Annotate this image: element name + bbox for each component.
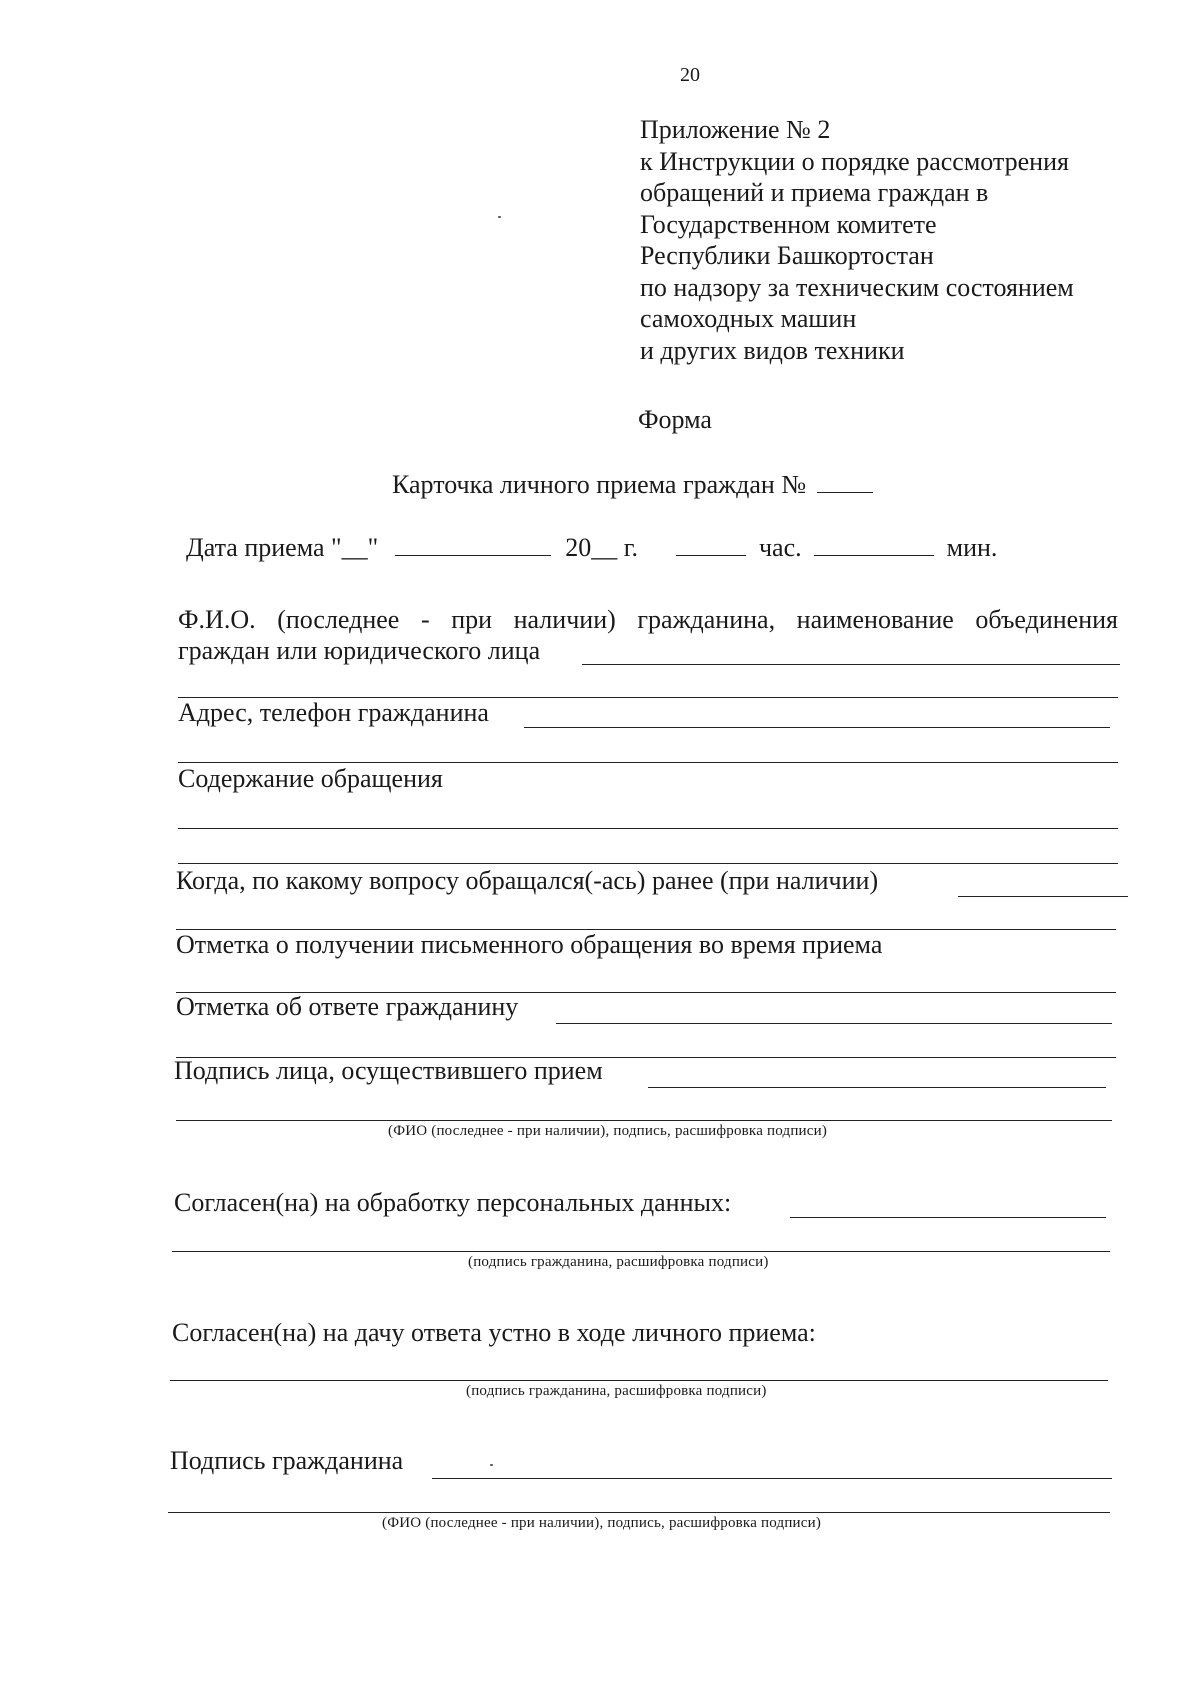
receiver-signature-field[interactable]	[648, 1087, 1106, 1088]
previous-field[interactable]	[958, 896, 1128, 897]
scan-speck	[498, 216, 501, 218]
page-number: 20	[680, 64, 700, 86]
date-minutes-label: мин.	[946, 533, 998, 562]
fio-field[interactable]	[582, 664, 1120, 665]
date-year-prefix: 20__ г.	[565, 533, 638, 562]
appendix-line: самоходных машин	[640, 304, 857, 333]
answer-mark-label: Отметка об ответе гражданину	[176, 992, 519, 1021]
content-field-2[interactable]	[178, 863, 1118, 864]
receiver-signature-field-extra[interactable]	[176, 1120, 1112, 1121]
citizen-signature-field[interactable]	[432, 1478, 1112, 1479]
appendix-header	[640, 114, 1074, 366]
citizen-signature-caption: (ФИО (последнее - при наличии), подпись, расшифровка подписи)	[382, 1515, 822, 1531]
consent-oral-caption: (подпись гражданина, расшифровка подписи)	[466, 1383, 767, 1399]
receiver-signature-caption: (ФИО (последнее - при наличии), подпись, расшифровка подписи)	[388, 1123, 828, 1139]
card-title-text: Карточка личного приема граждан №	[392, 470, 807, 499]
date-minutes-field[interactable]	[814, 533, 934, 556]
appendix-line: Республики Башкортостан	[640, 241, 934, 270]
address-label: Адрес, телефон гражданина	[178, 698, 489, 727]
fio-label-line1: Ф.И.О. (последнее - при наличии) гражданина, наименование объединения	[178, 605, 1118, 634]
fio-label-line2: граждан или юридического лица	[178, 636, 541, 665]
appendix-line: Государственном комитете	[640, 209, 937, 239]
card-number-field[interactable]	[817, 470, 873, 493]
date-row	[186, 533, 997, 563]
content-field-1[interactable]	[178, 828, 1118, 829]
card-title	[392, 470, 873, 500]
appendix-line: Приложение № 2	[640, 115, 831, 144]
date-hours-field[interactable]	[676, 533, 746, 556]
consent-personal-label: Согласен(на) на обработку персональных данных:	[174, 1188, 732, 1217]
appendix-line: по надзору за техническим состоянием	[640, 272, 1074, 302]
date-month-field[interactable]	[395, 533, 551, 556]
answer-mark-field[interactable]	[556, 1023, 1112, 1024]
address-field-extra[interactable]	[178, 762, 1118, 763]
citizen-signature-field-extra[interactable]	[168, 1512, 1110, 1513]
appendix-line: и других видов техники	[640, 335, 905, 365]
appendix-line: к Инструкции о порядке рассмотрения	[640, 146, 1069, 176]
written-mark-label: Отметка о получении письменного обращения во время приема	[176, 930, 883, 959]
consent-personal-field-extra[interactable]	[172, 1251, 1110, 1252]
appendix-line: обращений и приема граждан в	[640, 178, 989, 207]
consent-personal-field[interactable]	[790, 1217, 1106, 1218]
consent-personal-caption: (подпись гражданина, расшифровка подписи)	[468, 1254, 769, 1270]
receiver-signature-label: Подпись лица, осуществившего прием	[174, 1056, 603, 1085]
address-field[interactable]	[524, 727, 1110, 728]
form-label: Форма	[638, 405, 712, 434]
scan-speck	[490, 1464, 493, 1466]
content-label: Содержание обращения	[178, 764, 443, 793]
date-label: Дата приема "__"	[186, 533, 379, 562]
citizen-signature-label: Подпись гражданина	[170, 1446, 404, 1475]
date-hours-label: час.	[758, 533, 802, 562]
consent-oral-field[interactable]	[170, 1380, 1108, 1381]
consent-oral-label: Согласен(на) на дачу ответа устно в ходе личного приема:	[172, 1318, 816, 1347]
previous-label: Когда, по какому вопросу обращался(-ась) ранее (при наличии)	[176, 866, 879, 895]
